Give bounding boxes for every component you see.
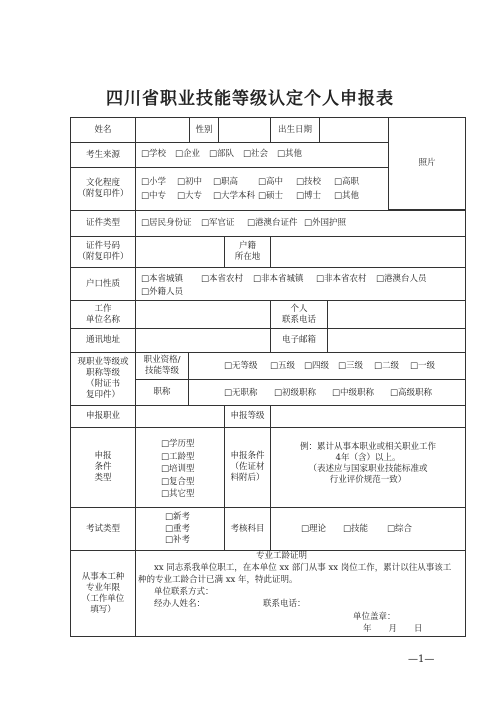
source-label: 考生来源 xyxy=(70,142,136,168)
form-title: 四川省职业技能等级认定个人申报表 xyxy=(106,89,394,109)
education-option[interactable]: □初中 xyxy=(177,177,203,187)
title-label: 职称 xyxy=(135,379,189,406)
hukou-type-option[interactable]: □非本省农村 xyxy=(316,274,367,284)
exam-type-option[interactable]: □重考 xyxy=(165,523,191,534)
exam-type-options xyxy=(165,512,190,547)
hukou-type-option[interactable]: □港澳台人员 xyxy=(376,274,427,284)
condition-option[interactable]: □学历型 xyxy=(161,439,195,449)
condition-option[interactable]: □其它型 xyxy=(161,489,195,499)
cert-contact-way: 单位联系方式： xyxy=(154,587,214,597)
qualification-option[interactable]: □二级 xyxy=(374,361,400,371)
condition-label: 申报条件 （佐证材 料附后） xyxy=(224,427,271,508)
cert-seal: 单位盖章： xyxy=(353,612,396,622)
exam-type-label: 考试类型 xyxy=(70,507,136,551)
title-option[interactable]: □无职称 xyxy=(224,388,258,398)
apply-occupation-field[interactable] xyxy=(135,405,225,428)
exam-subject-label: 考核科目 xyxy=(224,507,271,551)
education-option[interactable]: □大专 xyxy=(177,191,203,201)
cert-line2: 种的专业工龄合计已满 xx 年，特此证明。 xyxy=(138,575,298,585)
apply-occupation-label: 申报职业 xyxy=(70,405,136,428)
hukou-type-option[interactable]: □外籍人员 xyxy=(141,287,184,297)
education-option[interactable]: □技校 xyxy=(296,177,322,187)
qualification-label: 职业资格/ 技能等级 xyxy=(135,352,189,380)
education-option[interactable]: □高职 xyxy=(334,177,360,187)
work-unit-label: 工作 单位名称 xyxy=(70,300,136,329)
exam-subject-option[interactable]: □技能 xyxy=(343,524,369,534)
cert-date: 年 月 日 xyxy=(363,624,423,634)
education-label: 文化程度 （附复印件） xyxy=(70,167,136,211)
cert-phone: 联系电话： xyxy=(263,599,306,609)
condition-option[interactable]: □工龄型 xyxy=(161,451,195,462)
condition-option[interactable]: □培训型 xyxy=(161,464,195,474)
exam-subject-option[interactable]: □综合 xyxy=(387,524,413,534)
gender-field[interactable] xyxy=(218,117,271,143)
id-type-option[interactable]: □外国护照 xyxy=(304,218,347,228)
title-option[interactable]: □初级职称 xyxy=(274,388,317,398)
id-number-field[interactable] xyxy=(135,236,225,268)
source-option[interactable]: □企业 xyxy=(175,149,201,159)
checkbox-icon: □ xyxy=(243,149,252,159)
name-label: 姓名 xyxy=(70,117,136,143)
qualification-option[interactable]: □五级 xyxy=(270,361,296,371)
exam-type-option[interactable]: □补考 xyxy=(165,535,191,545)
exam-type-option[interactable]: □新考 xyxy=(165,512,191,522)
title-option[interactable]: □高级职称 xyxy=(390,388,433,398)
checkbox-icon: □ xyxy=(277,149,286,159)
email-field[interactable] xyxy=(327,328,466,353)
condition-example[interactable]: 例：累计从事本职业或相关职业工作 4年（含）以上。 （表述应与国家职业技能标准或 行业评价规范一致） xyxy=(270,427,466,508)
id-number-label: 证件号码 （附复印件） xyxy=(70,236,136,268)
education-option[interactable]: □博士 xyxy=(296,191,322,201)
condition-type-label: 申报 条件 类型 xyxy=(70,427,136,508)
cert-line1: xx 同志系我单位职工，在本单位 xx 部门从事 xx 岗位工作，累计以往从事该工 xyxy=(154,563,452,573)
page-number: —1— xyxy=(408,654,435,665)
education-option[interactable]: □其他 xyxy=(334,191,360,201)
name-field[interactable] xyxy=(135,117,190,143)
education-option[interactable]: □中专 xyxy=(141,191,167,201)
condition-option[interactable]: □复合型 xyxy=(161,476,195,487)
id-type-option[interactable]: □居民身份证 xyxy=(141,218,192,228)
contact-phone-label: 个人 联系电话 xyxy=(270,300,328,329)
hukou-type-option[interactable]: □非本省城镇 xyxy=(253,274,304,284)
birth-label: 出生日期 xyxy=(270,117,320,143)
education-option[interactable]: □高中 xyxy=(258,177,284,187)
email-label: 电子邮箱 xyxy=(270,328,328,353)
hukou-location-field[interactable] xyxy=(270,236,466,268)
checkbox-icon: □ xyxy=(141,149,150,159)
qualification-option[interactable]: □一级 xyxy=(410,361,436,371)
education-option[interactable]: □职高 xyxy=(213,177,239,187)
id-type-label: 证件类型 xyxy=(70,210,136,237)
apply-level-field[interactable] xyxy=(270,405,466,428)
id-type-option[interactable]: □港澳台证件 xyxy=(247,218,298,228)
contact-phone-field[interactable] xyxy=(327,300,466,329)
source-option[interactable]: □学校 xyxy=(141,149,167,159)
address-field[interactable] xyxy=(135,328,271,353)
condition-options xyxy=(161,438,195,501)
qualification-option[interactable]: □三级 xyxy=(338,361,364,371)
work-years-label: 从事本工种 专业年限 （工作单位 填写） xyxy=(70,550,136,637)
current-level-label: 现职业等级或 职称等级 （附证书 复印件） xyxy=(70,352,136,406)
education-options-cell xyxy=(135,167,389,211)
exam-subject-option[interactable]: □理论 xyxy=(301,524,327,534)
work-unit-field[interactable] xyxy=(135,300,271,329)
education-option[interactable]: □大学本科 xyxy=(213,191,256,201)
hukou-location-label: 户籍 所在地 xyxy=(224,236,271,268)
source-option[interactable]: □社会 xyxy=(243,149,269,159)
checkbox-icon: □ xyxy=(175,149,184,159)
address-label: 通讯地址 xyxy=(70,328,136,353)
hukou-type-option[interactable]: □本省农村 xyxy=(201,274,244,284)
source-option[interactable]: □其他 xyxy=(277,149,303,159)
education-option[interactable]: □小学 xyxy=(141,177,167,187)
apply-level-label: 申报等级 xyxy=(224,405,271,428)
cert-title: 专业工龄证明 xyxy=(256,551,308,561)
education-option[interactable]: □硕士 xyxy=(258,191,284,201)
gender-label: 性别 xyxy=(189,117,219,143)
hukou-type-option[interactable]: □本省城镇 xyxy=(141,274,184,284)
checkbox-icon: □ xyxy=(209,149,218,159)
qualification-option[interactable]: □四级 xyxy=(304,361,330,371)
title-option[interactable]: □中级职称 xyxy=(332,388,375,398)
hukou-type-label: 户口性质 xyxy=(70,267,136,301)
photo-box[interactable]: 照片 xyxy=(388,117,466,210)
id-type-option[interactable]: □军官证 xyxy=(201,218,235,228)
source-option[interactable]: □部队 xyxy=(209,149,235,159)
qualification-option[interactable]: □无等级 xyxy=(224,361,258,371)
cert-handler: 经办人姓名： xyxy=(154,599,206,609)
birth-field[interactable] xyxy=(319,117,389,143)
